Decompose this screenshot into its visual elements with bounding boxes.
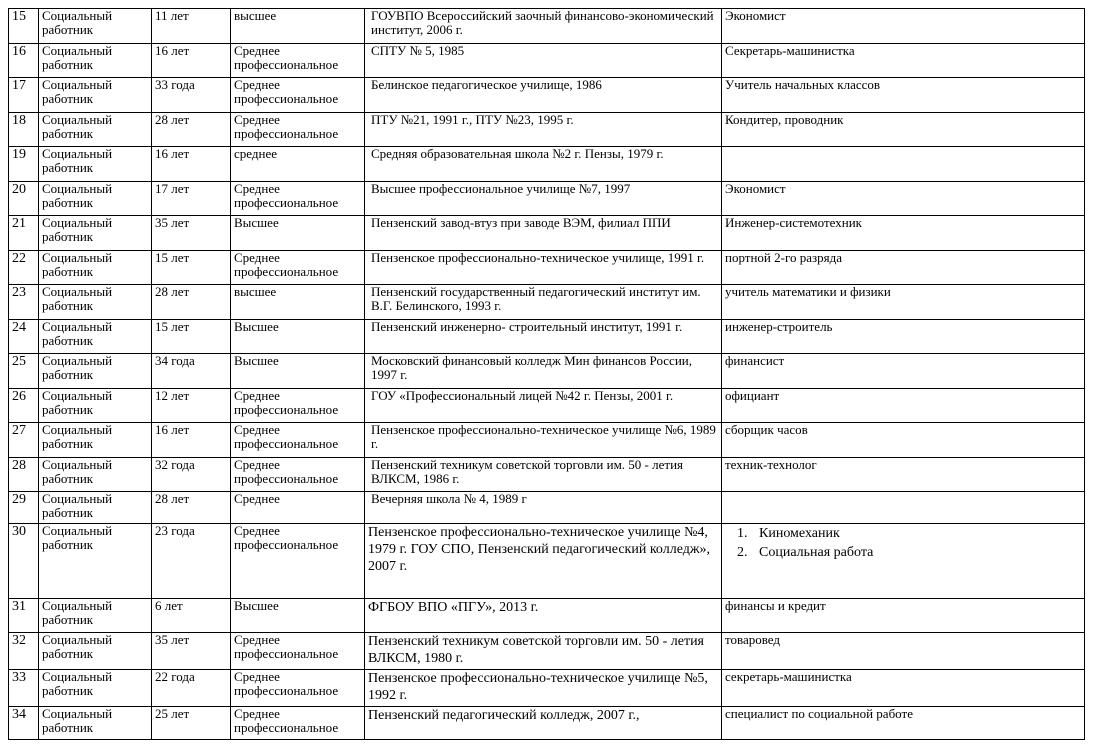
education-level-cell: Высшее (231, 354, 365, 389)
position-cell: Социальный работник (39, 492, 152, 524)
row-number: 32 (9, 633, 39, 670)
experience-cell: 15 лет (152, 251, 231, 285)
institution-cell: Вечерняя школа № 4, 1989 г (365, 492, 722, 524)
row-number: 29 (9, 492, 39, 524)
experience-cell: 6 лет (152, 599, 231, 633)
table-row (9, 354, 1085, 389)
qualification-cell: специалист по социальной работе (722, 707, 1085, 740)
position-cell: Социальный работник (39, 78, 152, 113)
table-row (9, 182, 1085, 216)
education-level-cell: Среднее профессиональное (231, 524, 365, 599)
position-cell: Социальный работник (39, 599, 152, 633)
position-cell: Социальный работник (39, 423, 152, 458)
education-level-cell: Высшее (231, 599, 365, 633)
experience-cell: 35 лет (152, 216, 231, 251)
institution-cell: ПТУ №21, 1991 г., ПТУ №23, 1995 г. (365, 113, 722, 147)
experience-cell: 17 лет (152, 182, 231, 216)
position-cell: Социальный работник (39, 389, 152, 423)
education-level-cell: Среднее профессиональное (231, 78, 365, 113)
row-number: 18 (9, 113, 39, 147)
qualification-cell: Экономист (722, 182, 1085, 216)
qualification-cell (722, 147, 1085, 182)
education-level-cell: Высшее (231, 216, 365, 251)
row-number: 28 (9, 458, 39, 492)
table-row (9, 670, 1085, 707)
qualification-list-item: 1. Киномеханик (751, 524, 1081, 543)
table-row (9, 320, 1085, 354)
row-number: 34 (9, 707, 39, 740)
row-number: 21 (9, 216, 39, 251)
position-cell: Социальный работник (39, 9, 152, 44)
position-cell: Социальный работник (39, 633, 152, 670)
experience-cell: 16 лет (152, 423, 231, 458)
position-cell: Социальный работник (39, 147, 152, 182)
table-row (9, 423, 1085, 458)
experience-cell: 23 года (152, 524, 231, 599)
qualification-cell: Экономист (722, 9, 1085, 44)
experience-cell: 15 лет (152, 320, 231, 354)
table-row (9, 251, 1085, 285)
experience-cell: 16 лет (152, 147, 231, 182)
qualification-cell: портной 2-го разряда (722, 251, 1085, 285)
qualification-cell: финансист (722, 354, 1085, 389)
institution-cell: Пензенский техникум советской торговли им. 50 - летия ВЛКСМ, 1986 г. (365, 458, 722, 492)
education-level-cell: Среднее профессиональное (231, 633, 365, 670)
institution-cell: ФГБОУ ВПО «ПГУ», 2013 г. (365, 599, 722, 633)
qualification-cell: товаровед (722, 633, 1085, 670)
education-level-cell: Среднее профессиональное (231, 251, 365, 285)
qualification-cell: секретарь-машинистка (722, 670, 1085, 707)
education-level-cell: Среднее профессиональное (231, 707, 365, 740)
row-number: 17 (9, 78, 39, 113)
row-number: 20 (9, 182, 39, 216)
table-row (9, 216, 1085, 251)
experience-cell: 22 года (152, 670, 231, 707)
institution-cell: Пензенский инженерно- строительный институт, 1991 г. (365, 320, 722, 354)
qualification-cell: учитель математики и физики (722, 285, 1085, 320)
experience-cell: 25 лет (152, 707, 231, 740)
experience-cell: 28 лет (152, 492, 231, 524)
table-row (9, 389, 1085, 423)
institution-cell: Пензенское профессионально-техническое училище №5, 1992 г. (365, 670, 722, 707)
experience-cell: 28 лет (152, 113, 231, 147)
table-row (9, 524, 1085, 599)
position-cell: Социальный работник (39, 182, 152, 216)
institution-cell: Московский финансовый колледж Мин финансов России, 1997 г. (365, 354, 722, 389)
row-number: 30 (9, 524, 39, 599)
position-cell: Социальный работник (39, 216, 152, 251)
qualification-cell (722, 524, 1085, 599)
position-cell: Социальный работник (39, 251, 152, 285)
position-cell: Социальный работник (39, 113, 152, 147)
table-row (9, 707, 1085, 740)
institution-cell: Пензенский государственный педагогический институт им. В.Г. Белинского, 1993 г. (365, 285, 722, 320)
qualification-cell: техник-технолог (722, 458, 1085, 492)
table-row (9, 44, 1085, 78)
position-cell: Социальный работник (39, 44, 152, 78)
row-number: 23 (9, 285, 39, 320)
table-row (9, 492, 1085, 524)
position-cell: Социальный работник (39, 707, 152, 740)
education-level-cell: среднее (231, 147, 365, 182)
qualification-cell: Секретарь-машинистка (722, 44, 1085, 78)
qualification-cell: официант (722, 389, 1085, 423)
qualification-cell (722, 492, 1085, 524)
table-row (9, 458, 1085, 492)
institution-cell: Высшее профессиональное училище №7, 1997 (365, 182, 722, 216)
row-number: 31 (9, 599, 39, 633)
qualification-list (725, 524, 1081, 562)
staff-table (8, 8, 1085, 740)
institution-cell: Белинское педагогическое училище, 1986 (365, 78, 722, 113)
qualification-cell: Учитель начальных классов (722, 78, 1085, 113)
row-number: 26 (9, 389, 39, 423)
institution-cell: Пензенское профессионально-техническое училище №6, 1989 г. (365, 423, 722, 458)
experience-cell: 11 лет (152, 9, 231, 44)
education-level-cell: Среднее профессиональное (231, 182, 365, 216)
education-level-cell: Среднее профессиональное (231, 423, 365, 458)
education-level-cell: Среднее профессиональное (231, 670, 365, 707)
education-level-cell: Среднее профессиональное (231, 458, 365, 492)
table-row (9, 285, 1085, 320)
table-row (9, 599, 1085, 633)
experience-cell: 12 лет (152, 389, 231, 423)
row-number: 19 (9, 147, 39, 182)
education-level-cell: Среднее профессиональное (231, 44, 365, 78)
row-number: 22 (9, 251, 39, 285)
position-cell: Социальный работник (39, 320, 152, 354)
experience-cell: 16 лет (152, 44, 231, 78)
experience-cell: 35 лет (152, 633, 231, 670)
qualification-cell: сборщик часов (722, 423, 1085, 458)
institution-cell: Пензенский завод-втуз при заводе ВЭМ, филиал ППИ (365, 216, 722, 251)
experience-cell: 32 года (152, 458, 231, 492)
row-number: 16 (9, 44, 39, 78)
position-cell: Социальный работник (39, 354, 152, 389)
table-row (9, 147, 1085, 182)
table-row (9, 9, 1085, 44)
table-row (9, 78, 1085, 113)
qualification-list-item: 2. Социальная работа (751, 543, 1081, 562)
row-number: 27 (9, 423, 39, 458)
education-level-cell: высшее (231, 9, 365, 44)
qualification-cell: Кондитер, проводник (722, 113, 1085, 147)
position-cell: Социальный работник (39, 524, 152, 599)
row-number: 25 (9, 354, 39, 389)
qualification-cell: инженер-строитель (722, 320, 1085, 354)
experience-cell: 28 лет (152, 285, 231, 320)
institution-cell: Пензенский техникум советской торговли им. 50 - летия ВЛКСМ, 1980 г. (365, 633, 722, 670)
education-level-cell: Высшее (231, 320, 365, 354)
education-level-cell: Среднее профессиональное (231, 389, 365, 423)
row-number: 24 (9, 320, 39, 354)
qualification-cell: Инженер-системотехник (722, 216, 1085, 251)
institution-cell: СПТУ № 5, 1985 (365, 44, 722, 78)
institution-cell: Пензенское профессионально-техническое училище, 1991 г. (365, 251, 722, 285)
experience-cell: 33 года (152, 78, 231, 113)
row-number: 33 (9, 670, 39, 707)
position-cell: Социальный работник (39, 458, 152, 492)
education-level-cell: высшее (231, 285, 365, 320)
institution-cell: Средняя образовательная школа №2 г. Пензы, 1979 г. (365, 147, 722, 182)
education-level-cell: Среднее (231, 492, 365, 524)
table-row (9, 633, 1085, 670)
row-number: 15 (9, 9, 39, 44)
table-row (9, 113, 1085, 147)
institution-cell: Пензенский педагогический колледж, 2007 г., (365, 707, 722, 740)
position-cell: Социальный работник (39, 285, 152, 320)
institution-cell: ГОУВПО Всероссийский заочный финансово-экономический институт, 2006 г. (365, 9, 722, 44)
institution-cell: Пензенское профессионально-техническое училище №4, 1979 г. ГОУ СПО, Пензенский педагогический колледж», 2007 г. (365, 524, 722, 599)
position-cell: Социальный работник (39, 670, 152, 707)
experience-cell: 34 года (152, 354, 231, 389)
qualification-cell: финансы и кредит (722, 599, 1085, 633)
education-level-cell: Среднее профессиональное (231, 113, 365, 147)
institution-cell: ГОУ «Профессиональный лицей №42 г. Пензы, 2001 г. (365, 389, 722, 423)
